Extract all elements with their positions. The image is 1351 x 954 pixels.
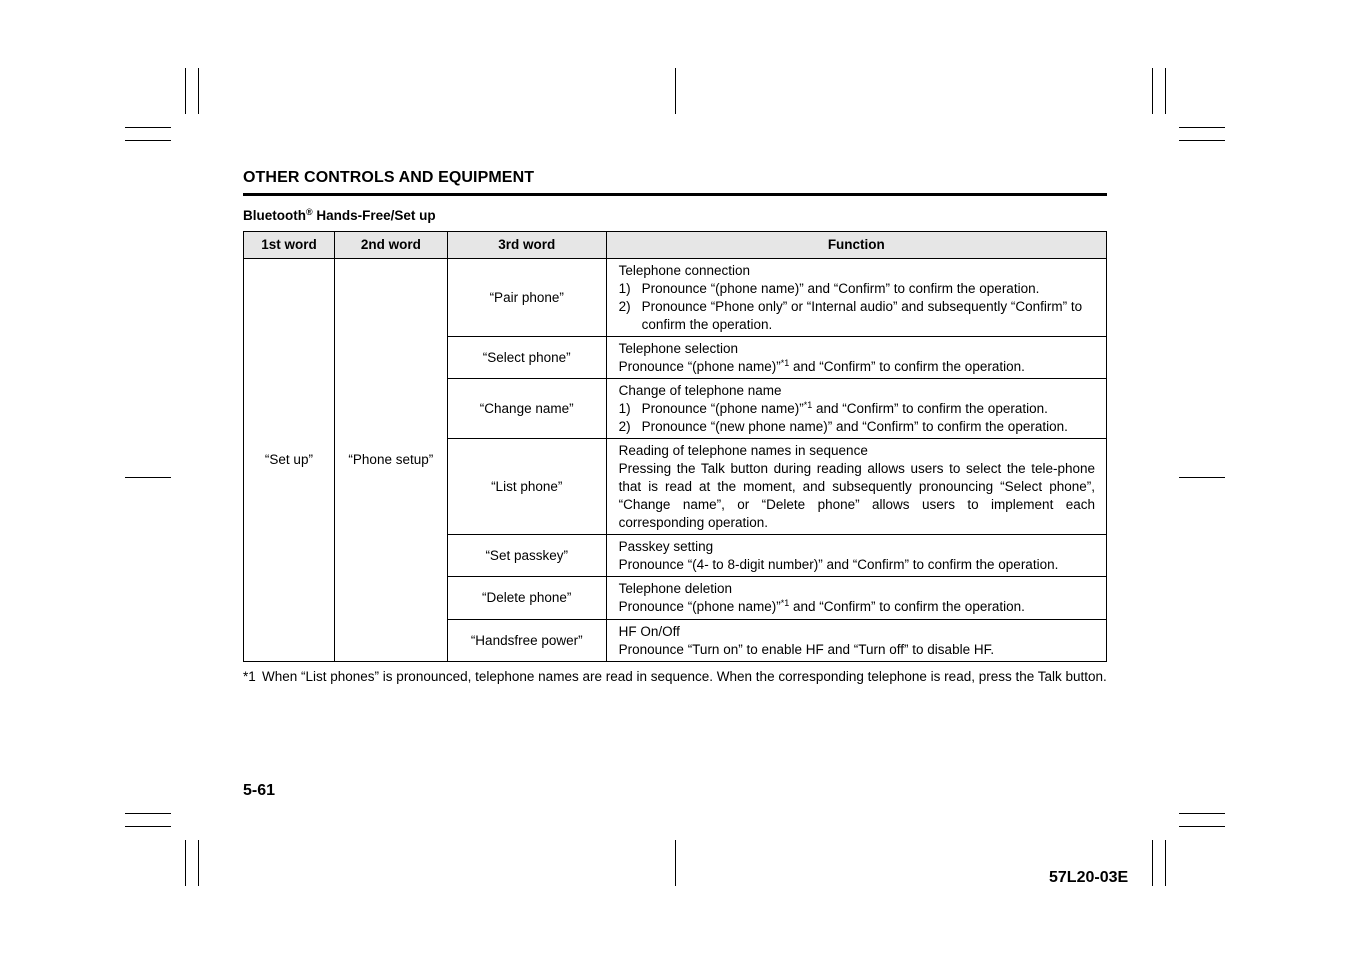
footnote-text: When “List phones” is pronounced, telephone names are read in sequence. When the corresponding telephone is read, press the Talk button. xyxy=(262,669,1107,684)
subsection-title-name: Bluetooth xyxy=(243,208,306,223)
section-title: OTHER CONTROLS AND EQUIPMENT xyxy=(243,169,535,186)
step-number: 1) xyxy=(618,280,631,296)
crop-mark xyxy=(1165,68,1166,114)
step-text-part: and “Confirm” to confirm the operation. xyxy=(812,400,1048,416)
function-description: Pronounce “(4- to 8-digit number)” and “Confirm” to confirm the operation. xyxy=(618,556,1059,572)
crop-mark xyxy=(1152,840,1153,886)
function-title: Telephone selection xyxy=(618,340,738,356)
function-cell xyxy=(606,337,1106,379)
function-step xyxy=(619,400,1095,418)
step-number: 1) xyxy=(618,400,631,416)
function-step xyxy=(619,418,1095,436)
first-word-cell: “Set up” xyxy=(244,259,335,662)
function-cell xyxy=(606,535,1106,577)
third-word-cell: “List phone” xyxy=(447,439,606,535)
second-word-cell: “Phone setup” xyxy=(334,259,447,662)
section-rule xyxy=(243,193,1107,196)
subsection-title-suffix: Hands-Free/Set up xyxy=(312,208,436,223)
step-text-part: Pronounce “(phone name)” xyxy=(641,400,804,416)
function-step xyxy=(619,280,1095,298)
step-text xyxy=(642,400,1095,418)
page-number: 5-61 xyxy=(243,782,276,799)
document-code: 57L20-03E xyxy=(1049,869,1129,886)
function-line-text: and “Confirm” to confirm the operation. xyxy=(789,599,1025,614)
function-cell xyxy=(606,379,1106,439)
crop-mark xyxy=(1165,840,1166,886)
footnote-ref: *1 xyxy=(803,399,813,410)
crop-mark xyxy=(1179,140,1225,141)
table-row xyxy=(244,259,1107,337)
function-line xyxy=(619,358,1095,376)
table-header-row xyxy=(244,232,1107,259)
step-text: Pronounce “(phone name)” and “Confirm” to confirm the operation. xyxy=(641,280,1040,296)
crop-mark xyxy=(185,68,186,114)
crop-mark xyxy=(198,840,199,886)
crop-mark xyxy=(675,68,676,114)
footnote-ref: *1 xyxy=(780,598,790,608)
column-header-1st-word: 1st word xyxy=(244,232,335,259)
function-cell xyxy=(606,577,1106,620)
crop-mark xyxy=(125,813,171,814)
footnote xyxy=(243,668,1107,686)
function-cell xyxy=(606,259,1106,337)
function-title: HF On/Off xyxy=(618,623,680,639)
third-word-cell: “Handsfree power” xyxy=(447,620,606,662)
crop-mark xyxy=(1179,127,1225,128)
subsection-title xyxy=(243,208,436,223)
crop-mark xyxy=(1179,826,1225,827)
function-line xyxy=(619,598,1095,616)
function-title: Telephone connection xyxy=(618,262,750,278)
function-line-text: Pronounce “(phone name)” xyxy=(618,358,781,374)
third-word-cell: “Select phone” xyxy=(447,337,606,379)
footnote-ref: *1 xyxy=(780,357,790,368)
function-description: Pronounce “Turn on” to enable HF and “Turn off” to disable HF. xyxy=(618,641,995,657)
function-title: Passkey setting xyxy=(618,538,714,554)
crop-mark xyxy=(125,127,171,128)
crop-mark xyxy=(125,140,171,141)
function-title: Reading of telephone names in sequence xyxy=(618,442,868,458)
crop-mark xyxy=(1152,68,1153,114)
crop-mark xyxy=(1179,813,1225,814)
footnote-mark: *1 xyxy=(243,669,256,684)
function-title: Change of telephone name xyxy=(618,382,782,398)
voice-command-table xyxy=(243,231,1107,662)
function-line-text: Pronounce “(phone name)” xyxy=(618,599,781,614)
crop-mark xyxy=(125,826,171,827)
third-word-cell: “Delete phone” xyxy=(447,577,606,620)
crop-mark xyxy=(185,840,186,886)
crop-mark xyxy=(125,477,171,478)
third-word-cell: “Set passkey” xyxy=(447,535,606,577)
function-step xyxy=(619,298,1095,334)
function-line-text: and “Confirm” to confirm the operation. xyxy=(789,358,1025,374)
step-text: Pronounce “(new phone name)” and “Confirm” to confirm the operation. xyxy=(641,418,1068,434)
crop-mark xyxy=(675,840,676,886)
column-header-3rd-word: 3rd word xyxy=(447,232,606,259)
registered-mark: ® xyxy=(306,207,313,217)
third-word-cell: “Change name” xyxy=(447,379,606,439)
column-header-function: Function xyxy=(606,232,1106,259)
third-word-cell: “Pair phone” xyxy=(447,259,606,337)
function-cell xyxy=(606,620,1106,662)
step-number: 2) xyxy=(618,418,631,434)
crop-mark xyxy=(1179,477,1225,478)
function-description: Pressing the Talk button during reading allows users to select the tele-phone that is read at the moment, and subsequently pronouncing “Select phone”, “Change name”, or “Delete phone” allows users to implement each corresponding operation. xyxy=(618,460,1095,530)
crop-mark xyxy=(198,68,199,114)
function-title: Telephone deletion xyxy=(618,581,732,596)
column-header-2nd-word: 2nd word xyxy=(334,232,447,259)
step-text: Pronounce “Phone only” or “Internal audio” and subsequently “Confirm” to confirm the operation. xyxy=(641,298,1083,332)
function-cell xyxy=(606,439,1106,535)
step-number: 2) xyxy=(618,298,631,314)
